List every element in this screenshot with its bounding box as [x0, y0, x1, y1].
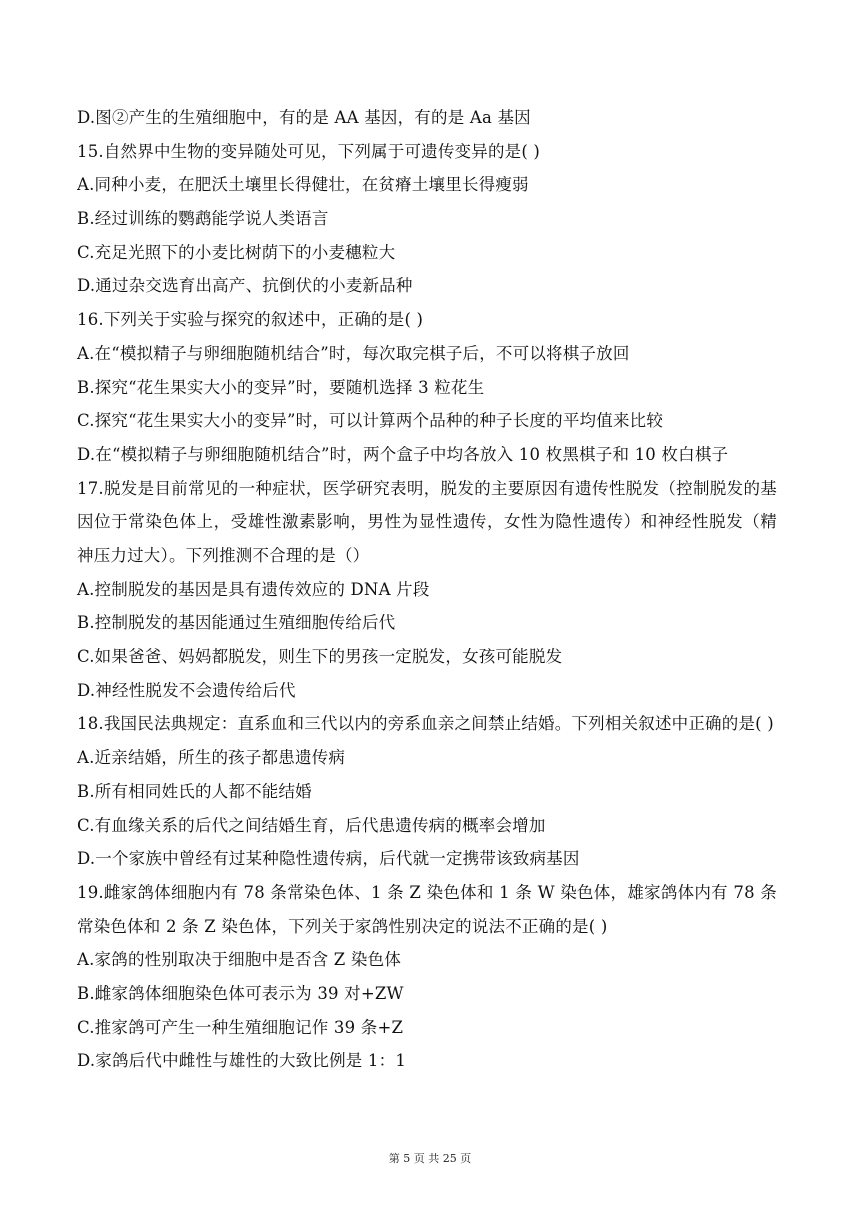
- q19-option-d: D.家鸽后代中雌性与雄性的大致比例是 1：1: [77, 1051, 407, 1071]
- q18-option-b: B.所有相同姓氏的人都不能结婚: [77, 781, 312, 801]
- q15-stem: 15.自然界中生物的变异随处可见，下列属于可遗传变异的是( ): [77, 141, 541, 161]
- q16-option-d: D.在“模拟精子与卵细胞随机结合”时，两个盒子中均各放入 10 枚黑棋子和 10 枚白棋子: [77, 444, 729, 464]
- q18-option-c: C.有血缘关系的后代之间结婚生育，后代患遗传病的概率会增加: [77, 815, 546, 835]
- page-footer: 第 5 页 共 25 页: [388, 1152, 472, 1165]
- q16-option-a: A.在“模拟精子与卵细胞随机结合”时，每次取完棋子后，不可以将棋子放回: [77, 343, 630, 363]
- q17-option-b: B.控制脱发的基因能通过生殖细胞传给后代: [77, 613, 396, 633]
- q15-option-b: B.经过训练的鹦鹉能学说人类语言: [77, 209, 329, 229]
- q14-option-d: D.图②产生的生殖细胞中，有的是 AA 基因，有的是 Aa 基因: [77, 108, 531, 127]
- q16-option-c: C.探究“花生果实大小的变异”时，可以计算两个品种的种子长度的平均值来比较: [77, 411, 664, 431]
- q17-option-d: D.神经性脱发不会遗传给后代: [77, 680, 296, 700]
- q17-stem: 17.脱发是目前常见的一种症状，医学研究表明，脱发的主要原因有遗传性脱发（控制脱发的基因位于常染色体上，受雄性激素影响，男性为显性遗传，女性为隐性遗传）和神经性脱发（精神压力过大）。下列推测不合理的是（）: [77, 478, 777, 565]
- q17-option-c: C.如果爸爸、妈妈都脱发，则生下的男孩一定脱发，女孩可能脱发: [77, 647, 563, 667]
- q19-option-c: C.推家鸽可产生一种生殖细胞记作 39 条+Z: [77, 1017, 404, 1037]
- q19-stem: 19.雌家鸽体细胞内有 78 条常染色体、1 条 Z 染色体和 1 条 W 染色体，雄家鸽体内有 78 条常染色体和 2 条 Z 染色体，下列关于家鸽性别决定的说法不正确的是( ): [77, 882, 777, 936]
- q19-option-b: B.雌家鸽体细胞染色体可表示为 39 对+ZW: [77, 983, 404, 1003]
- q15-option-a: A.同种小麦，在肥沃土壤里长得健壮，在贫瘠土壤里长得瘦弱: [77, 175, 529, 195]
- q15-option-c: C.充足光照下的小麦比树荫下的小麦穗粒大: [77, 242, 396, 262]
- q17-option-a: A.控制脱发的基因是具有遗传效应的 DNA 片段: [77, 579, 430, 599]
- q16-option-b: B.探究“花生果实大小的变异”时，要随机选择 3 粒花生: [77, 377, 485, 397]
- page-content: [77, 101, 777, 1078]
- q18-option-a: A.近亲结婚，所生的孩子都患遗传病: [77, 748, 346, 768]
- q16-stem: 16.下列关于实验与探究的叙述中，正确的是( ): [77, 310, 424, 330]
- q18-stem: 18.我国民法典规定：直系血和三代以内的旁系血亲之间禁止结婚。下列相关叙述中正确的是( ): [77, 714, 774, 734]
- q19-option-a: A.家鸽的性别取决于细胞中是否含 Z 染色体: [77, 950, 402, 970]
- q15-option-d: D.通过杂交选育出高产、抗倒伏的小麦新品种: [77, 276, 413, 296]
- q18-option-d: D.一个家族中曾经有过某种隐性遗传病，后代就一定携带该致病基因: [77, 849, 580, 869]
